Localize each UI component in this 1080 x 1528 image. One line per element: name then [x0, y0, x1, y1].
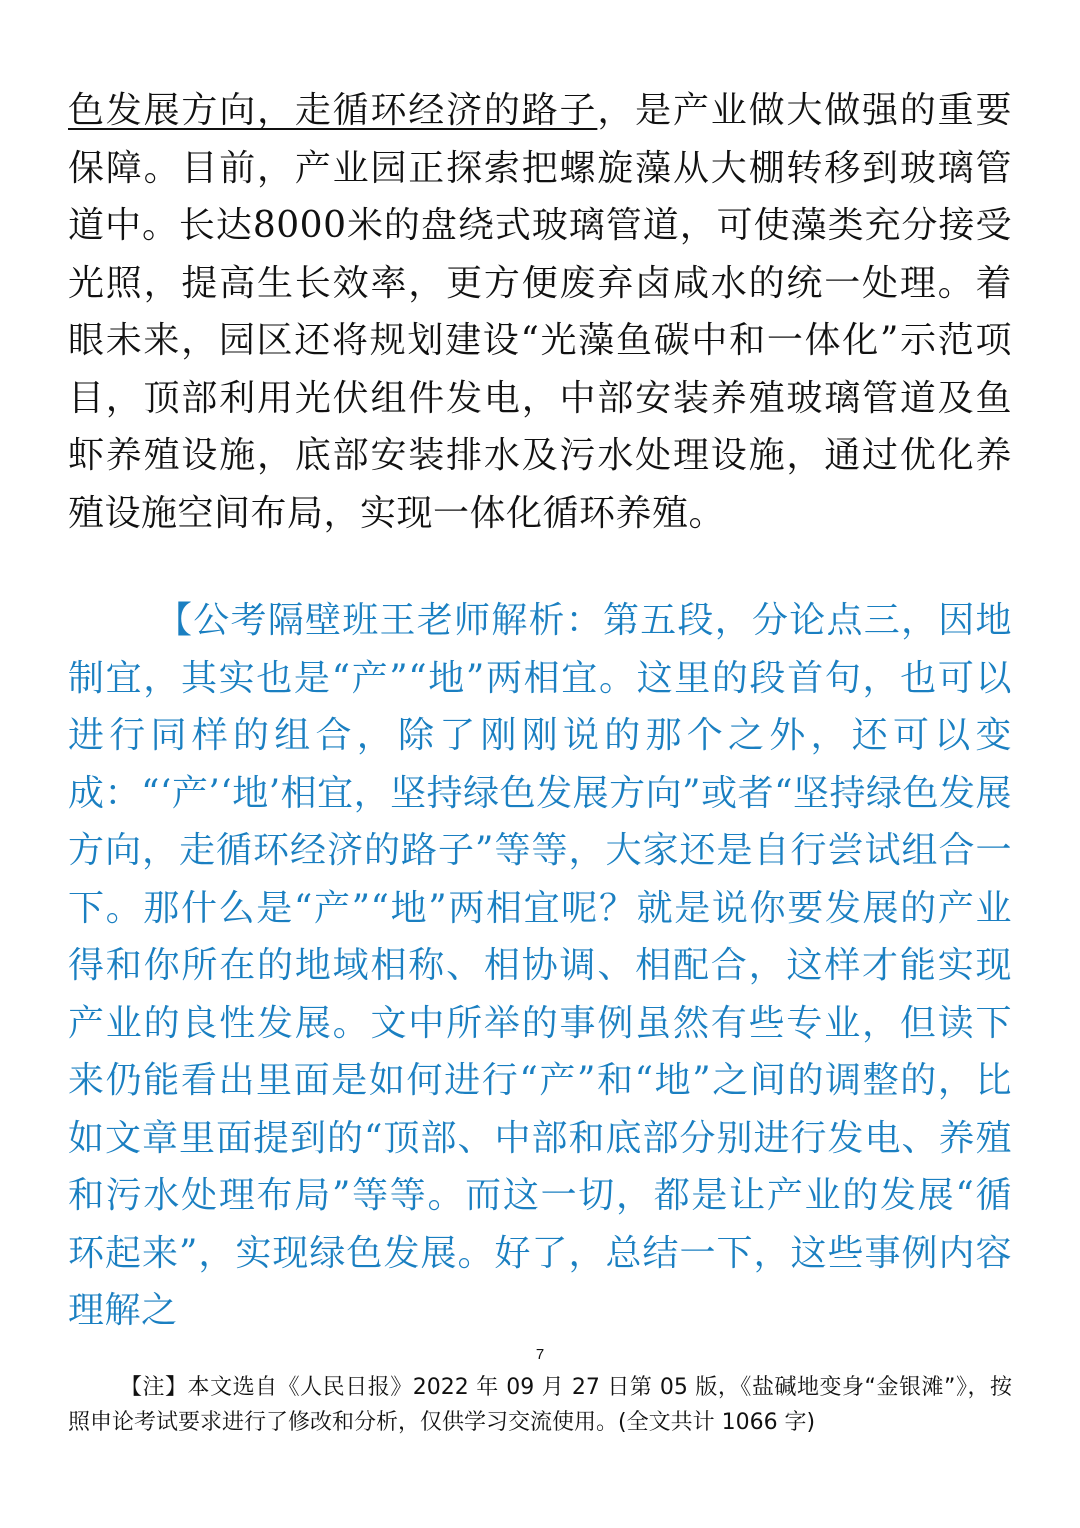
underlined-phrase: 色发展方向，走循环经济的路子 [68, 90, 598, 131]
analysis-paragraph: 【公考隔壁班王老师解析：第五段，分论点三，因地制宜，其实也是“产”“地”两相宜。这里的段首句，也可以进行同样的组合，除了刚刚说的那个之外，还可以变成：“‘产’‘地’相宜，坚持绿色发展方向”或者“坚持绿色发展方向，走循环经济的路子”等等，大家还是自行尝试组合一下。那什么是“产”“地”两相宜呢？就是说你要发展的产业得和你所在的地域相称、相协调、相配合，这样才能实现产业的良性发展。文中所举的事例虽然有些专业，但读下来仍能看出里面是如何进行“产”和“地”之间的调整的，比如文章里面提到的“顶部、中部和底部分别进行发电、养殖和污水处理布局”等等。而这一切，都是让产业的发展“循环起来”，实现绿色发展。好了，总结一下，这些事例内容理解之 [68, 600, 1012, 1331]
body-paragraph-text: ，是产业做大做强的重要保障。目前，产业园正探索把螺旋藻从大棚转移到玻璃管道中。长达8000米的盘绕式玻璃管道，可使藻类充分接受光照，提高生长效率，更方便废弃卤咸水的统一处理。着眼未来，园区还将规划建设“光藻鱼碳中和一体化”示范项目，顶部利用光伏组件发电，中部安装养殖玻璃管道及鱼虾养殖设施，底部安装排水及污水处理设施，通过优化养殖设施空间布局，实现一体化循环养殖。 [68, 90, 1012, 534]
page-number: 7 [535, 1346, 545, 1363]
source-footnote: 【注】本文选自《人民日报》2022 年 09 月 27 日第 05 版，《盐碱地变身“金银滩”》，按照申论考试要求进行了修改和分析，仅供学习交流使用。(全文共计 1066 字) [68, 1375, 1012, 1435]
body-paragraph [68, 82, 1012, 542]
